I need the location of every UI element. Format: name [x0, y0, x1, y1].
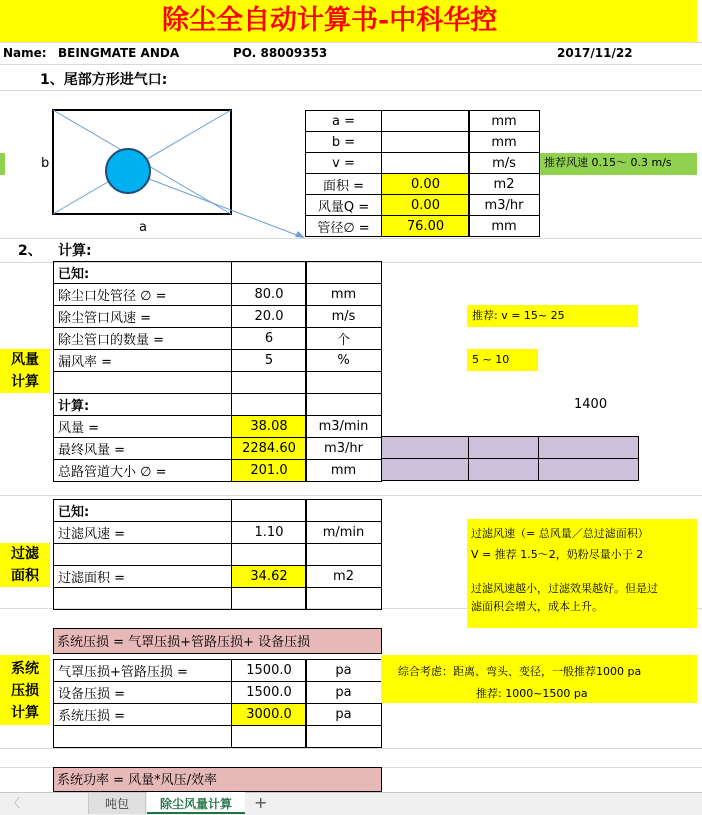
sheet-tab-airflow[interactable] — [147, 792, 245, 814]
section2-number: 2、 — [18, 243, 42, 259]
param-label: 计算: — [53, 393, 232, 416]
param-label: 已知: — [53, 499, 232, 522]
param-label: 除尘口处管径 ∅ = — [53, 283, 232, 306]
param-unit: m/s — [305, 305, 382, 328]
tab-label: 除尘风量计算 — [160, 797, 233, 811]
date-value: 2017/11/22 — [557, 46, 633, 60]
filter-note: 过滤风速（= 总风量／总过滤面积） — [471, 527, 649, 540]
param-unit: m3/hr — [468, 194, 540, 216]
param-value: 38.08 — [231, 415, 307, 438]
param-unit: pa — [305, 681, 382, 704]
param-value: 1500.0 — [231, 681, 307, 704]
pressure-side-label: 计算 — [11, 705, 39, 721]
page-title: 除尘全自动计算书-中科华控 — [162, 5, 498, 36]
diagram-label-b: b — [41, 156, 50, 171]
param-label: a = — [305, 110, 382, 132]
param-unit: mm — [305, 459, 382, 482]
param-unit — [305, 587, 382, 610]
pressure-note: 推荐: 1000~1500 pa — [476, 687, 588, 700]
param-unit — [305, 371, 382, 394]
param-unit: m/s — [468, 152, 540, 174]
sheet-tab-bar — [0, 792, 702, 815]
param-unit — [305, 261, 382, 284]
purple-cell — [381, 458, 469, 481]
param-unit: m2 — [468, 173, 540, 195]
param-label: 设备压损 = — [53, 681, 232, 704]
param-label: b = — [305, 131, 382, 153]
name-label: Name: — [3, 46, 47, 60]
param-value: 201.0 — [231, 459, 307, 482]
filter-note: V = 推荐 1.5～2，奶粉尽量小于 2 — [471, 548, 644, 561]
param-value: 76.00 — [381, 215, 470, 237]
param-label: 系统压损 = — [53, 703, 232, 726]
po-number: PO. 88009353 — [233, 46, 328, 60]
param-value — [231, 587, 307, 610]
param-value — [231, 261, 307, 284]
param-value — [231, 393, 307, 416]
purple-cell — [538, 458, 639, 481]
purple-cell — [538, 436, 639, 459]
param-value: 34.62 — [231, 565, 307, 588]
pressure-note: 综合考虑：距离、弯头、变径，一般推荐1000 pa — [398, 665, 642, 678]
param-value — [381, 152, 470, 174]
pipe-circle — [106, 149, 150, 193]
recommend-speed-text: 推荐风速 0.15～ 0.3 m/s — [544, 156, 672, 169]
param-unit: % — [305, 349, 382, 372]
param-unit: pa — [305, 703, 382, 726]
param-value: 0.00 — [381, 173, 470, 195]
extra-value: 1400 — [574, 397, 608, 412]
param-unit: mm — [468, 215, 540, 237]
param-unit — [305, 499, 382, 522]
airflow-side-label: 计算 — [11, 374, 39, 390]
param-value: 6 — [231, 327, 307, 350]
param-label: 最终风量 = — [53, 437, 232, 460]
param-value — [381, 110, 470, 132]
param-value — [231, 543, 307, 566]
section2-title: 计算: — [58, 243, 92, 259]
filter-side-label: 过滤 — [11, 546, 39, 562]
param-unit: mm — [468, 131, 540, 153]
add-sheet-button[interactable]: + — [254, 793, 268, 812]
param-label: v = — [305, 152, 382, 174]
param-label: 风量 = — [53, 415, 232, 438]
pressure-side-label: 系统 — [11, 661, 39, 677]
sheet-tab-tonbag[interactable] — [88, 793, 146, 814]
param-unit: pa — [305, 659, 382, 682]
arrow-head-icon — [295, 231, 305, 238]
section1-title: 1、尾部方形进气口: — [40, 72, 168, 88]
param-unit — [305, 543, 382, 566]
tab-label: 吨包 — [105, 797, 130, 811]
filter-note: 过滤风速越小，过滤效果越好。但是过 — [471, 582, 658, 595]
param-unit: mm — [468, 110, 540, 132]
filter-side-label: 面积 — [11, 568, 39, 584]
pressure-side-label: 压损 — [11, 683, 39, 699]
airflow-side-label: 风量 — [11, 352, 39, 368]
param-value: 2284.60 — [231, 437, 307, 460]
leak-note: 5 ~ 10 — [472, 353, 510, 366]
filter-note: 滤面积会增大，成本上升。 — [471, 600, 603, 613]
param-value — [231, 371, 307, 394]
param-value — [231, 499, 307, 522]
param-unit — [305, 725, 382, 748]
param-unit — [305, 393, 382, 416]
param-value: 5 — [231, 349, 307, 372]
param-label: 管径∅ = — [305, 215, 382, 237]
param-value: 80.0 — [231, 283, 307, 306]
purple-cell — [381, 436, 469, 459]
param-label: 总路管道大小 ∅ = — [53, 459, 232, 482]
name-value: BEINGMATE ANDA — [58, 46, 180, 60]
power-formula: 系统功率 = 风量*风压/效率 — [57, 773, 218, 788]
param-value: 1.10 — [231, 521, 307, 544]
param-label — [53, 725, 232, 748]
speed-note: 推荐: v = 15~ 25 — [472, 309, 565, 322]
param-label: 除尘管口的数量 = — [53, 327, 232, 350]
diagram-label-a: a — [139, 220, 147, 235]
param-unit: m3/hr — [305, 437, 382, 460]
purple-cell — [468, 458, 539, 481]
param-label: 已知: — [53, 261, 232, 284]
param-unit: mm — [305, 283, 382, 306]
param-value — [231, 725, 307, 748]
param-value: 0.00 — [381, 194, 470, 216]
param-value — [381, 131, 470, 153]
param-label — [53, 543, 232, 566]
param-label: 过滤面积 = — [53, 565, 232, 588]
param-label — [53, 371, 232, 394]
param-unit: m2 — [305, 565, 382, 588]
param-label: 漏风率 = — [53, 349, 232, 372]
param-unit: m/min — [305, 521, 382, 544]
param-value: 20.0 — [231, 305, 307, 328]
param-unit: m3/min — [305, 415, 382, 438]
param-label: 过滤风速 = — [53, 521, 232, 544]
param-label: 除尘管口风速 = — [53, 305, 232, 328]
pressure-formula: 系统压损 = 气罩压损+管路压损+ 设备压损 — [57, 635, 311, 650]
param-label: 面积 = — [305, 173, 382, 195]
param-label: 气罩压损+管路压损 = — [53, 659, 232, 682]
scroll-left-icon[interactable]: 〈 — [8, 796, 21, 810]
param-label: 风量Q = — [305, 194, 382, 216]
param-value: 3000.0 — [231, 703, 307, 726]
purple-cell — [468, 436, 539, 459]
param-value: 1500.0 — [231, 659, 307, 682]
param-unit: 个 — [305, 327, 382, 350]
param-label — [53, 587, 232, 610]
